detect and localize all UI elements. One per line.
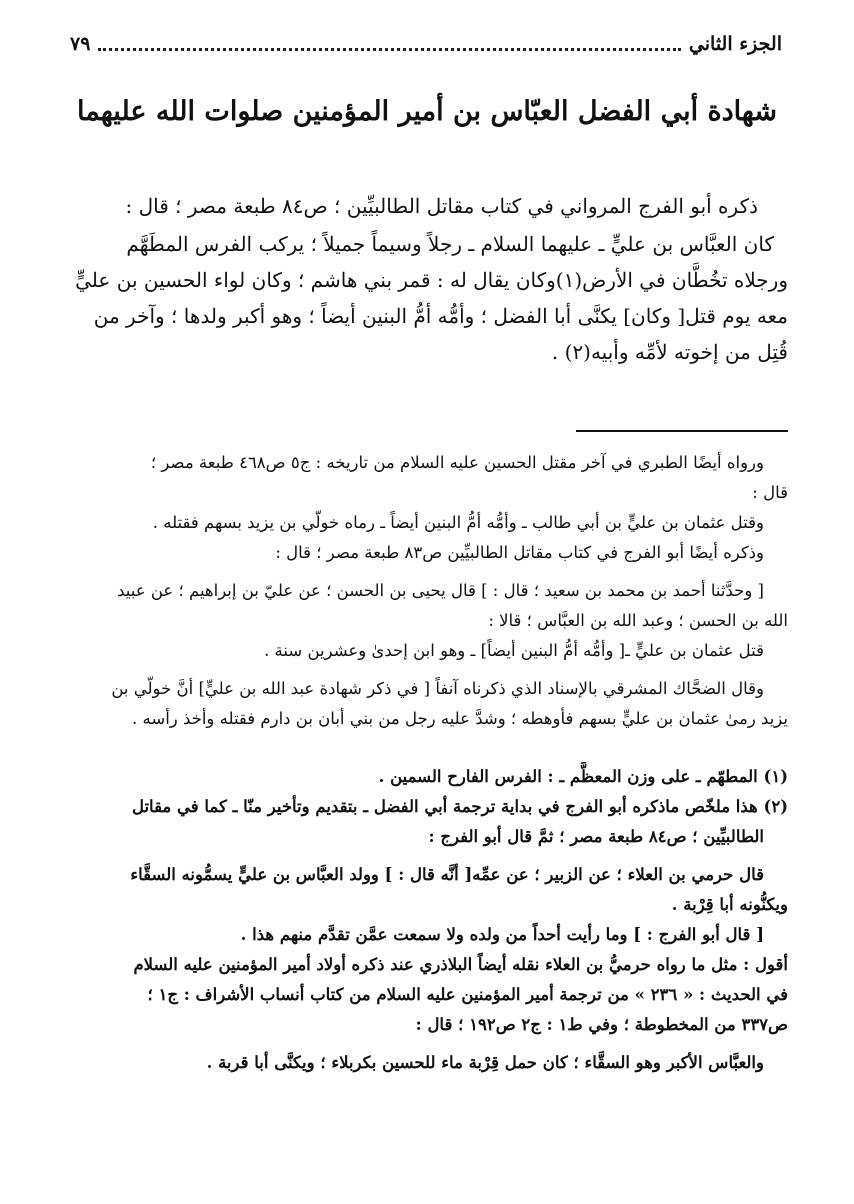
running-header <box>70 26 782 62</box>
intro-paragraph <box>60 188 788 370</box>
footnote-line: والعبَّاس الأكبر وهو السقَّاء ؛ كان حمل قِرْبة ماء للحسين بكربلاء ؛ ويكنَّى أبا قربة . <box>206 1053 764 1072</box>
notes-separator <box>576 430 788 432</box>
footnote-line: [ قال أبو الفرج : ] وما رأيت أحداً من ولده ولا سمعت عمَّن تقدَّم منهم هذا . <box>240 925 764 944</box>
body-line: معه يوم قتل[ وكان] يكنَّى أبا الفضل ؛ وأمُّه أمُّ البنين أيضاً ؛ وهو أكبر ولدها ؛ وآخر من <box>93 304 788 328</box>
footnote-line: ص٣٣٧ من المخطوطة ؛ وفي ط١ : ج٢ ص١٩٢ ؛ قال : <box>415 1015 788 1034</box>
footnote-line: الطالبيِّين ؛ ص٨٤ طبعة مصر ؛ ثمَّ قال أبو الفرج : <box>428 827 764 846</box>
body-line: قُتِل من إخوته لأمِّه وأبيه(٢) . <box>551 340 788 364</box>
footnote-line: ويكنُّونه أبا قِرْبة . <box>671 895 788 914</box>
footnote-line: في الحديث : « ٢٣٦ » من ترجمة أمير المؤمنين عليه السلام من كتاب أنساب الأشراف : ج١ ؛ <box>147 985 788 1004</box>
page-number: ٧٩ <box>70 33 91 55</box>
footnotes-section <box>60 762 788 1078</box>
body-line: ورجلاه تخُطَّان في الأرض(١)وكان يقال له : قمر بني هاشم ؛ وكان لواء الحسين بن عليٍّ <box>75 268 788 292</box>
note-line: قال : <box>752 483 788 502</box>
note-line: [ وحدَّثنا أحمد بن محمد بن سعيد ؛ قال : ] قال يحيى بن الحسن ؛ عن عليّ بن إبراهيم ؛ عن عبيد <box>117 581 764 600</box>
note-line: وقال الضحَّاك المشرقي بالإسناد الذي ذكرناه آنفاً [ في ذكر شهادة عبد الله بن عليٍّ] أنَّ خولّي بن <box>111 679 764 698</box>
section-title: شهادة أبي الفضل العبّاس بن أمير المؤمنين صلوات الله عليهما <box>77 96 777 127</box>
note-line: ورواه أيضًا الطبري في آخر مقتل الحسين عليه السلام من تاريخه : ج٥ ص٤٦٨ طبعة مصر ؛ <box>150 453 764 472</box>
header-dot-leader <box>98 48 680 51</box>
source-line: ذكره أبو الفرج المرواني في كتاب مقاتل الطالبيِّين ؛ ص٨٤ طبعة مصر ؛ قال : <box>125 194 758 218</box>
body-line: كان العبَّاس بن عليٍّ ـ عليهما السلام ـ رجلاً وسيماً جميلاً ؛ يركب الفرس المطَهَّم <box>126 232 774 256</box>
note-line: وذكره أيضًا أبو الفرج في كتاب مقاتل الطالبيِّين ص٨٣ طبعة مصر ؛ قال : <box>275 543 764 562</box>
footnote-line: قال حرمي بن العلاء ؛ عن الزبير ؛ عن عمِّه[ أنَّه قال : ] وولد العبَّاس بن عليٍّ يسمُّونه السقَّاء <box>130 865 764 884</box>
note-line: وقتل عثمان بن عليٍّ بن أبي طالب ـ وأمُّه أمُّ البنين أيضاً ـ رماه خولّي بن يزيد بسهم فقتله . <box>152 513 764 532</box>
note-line: قتل عثمان بن عليٍّ ـ[ وأمُّه أمُّ البنين أيضاً] ـ وهو ابن إحدىٰ وعشرين سنة . <box>264 641 764 660</box>
footnote-line: (١) المطهّم ـ على وزن المعظَّم ـ : الفرس الفارح السمين . <box>378 767 788 786</box>
footnote-line: (٢) هذا ملخّص ماذكره أبو الفرج في بداية ترجمة أبي الفضل ـ بتقديم وتأخير منّا ـ كما في مقاتل <box>131 797 788 816</box>
notes-section <box>60 448 788 734</box>
footnote-line: أقول : مثل ما رواه حرميُّ بن العلاء نقله أيضاً البلاذري عند ذكره أولاد أمير المؤمنين عليه السلام <box>133 955 788 974</box>
book-part-label: الجزء الثاني <box>688 33 782 55</box>
note-line: يزيد رمىٰ عثمان بن عليٍّ بسهم فأوهطه ؛ وشدَّ عليه رجل من بني أبان بن دارم فقتله وأخذ رأسه . <box>132 709 788 728</box>
note-line: الله بن الحسن ؛ وعبد الله بن العبَّاس ؛ قالا : <box>488 611 788 630</box>
